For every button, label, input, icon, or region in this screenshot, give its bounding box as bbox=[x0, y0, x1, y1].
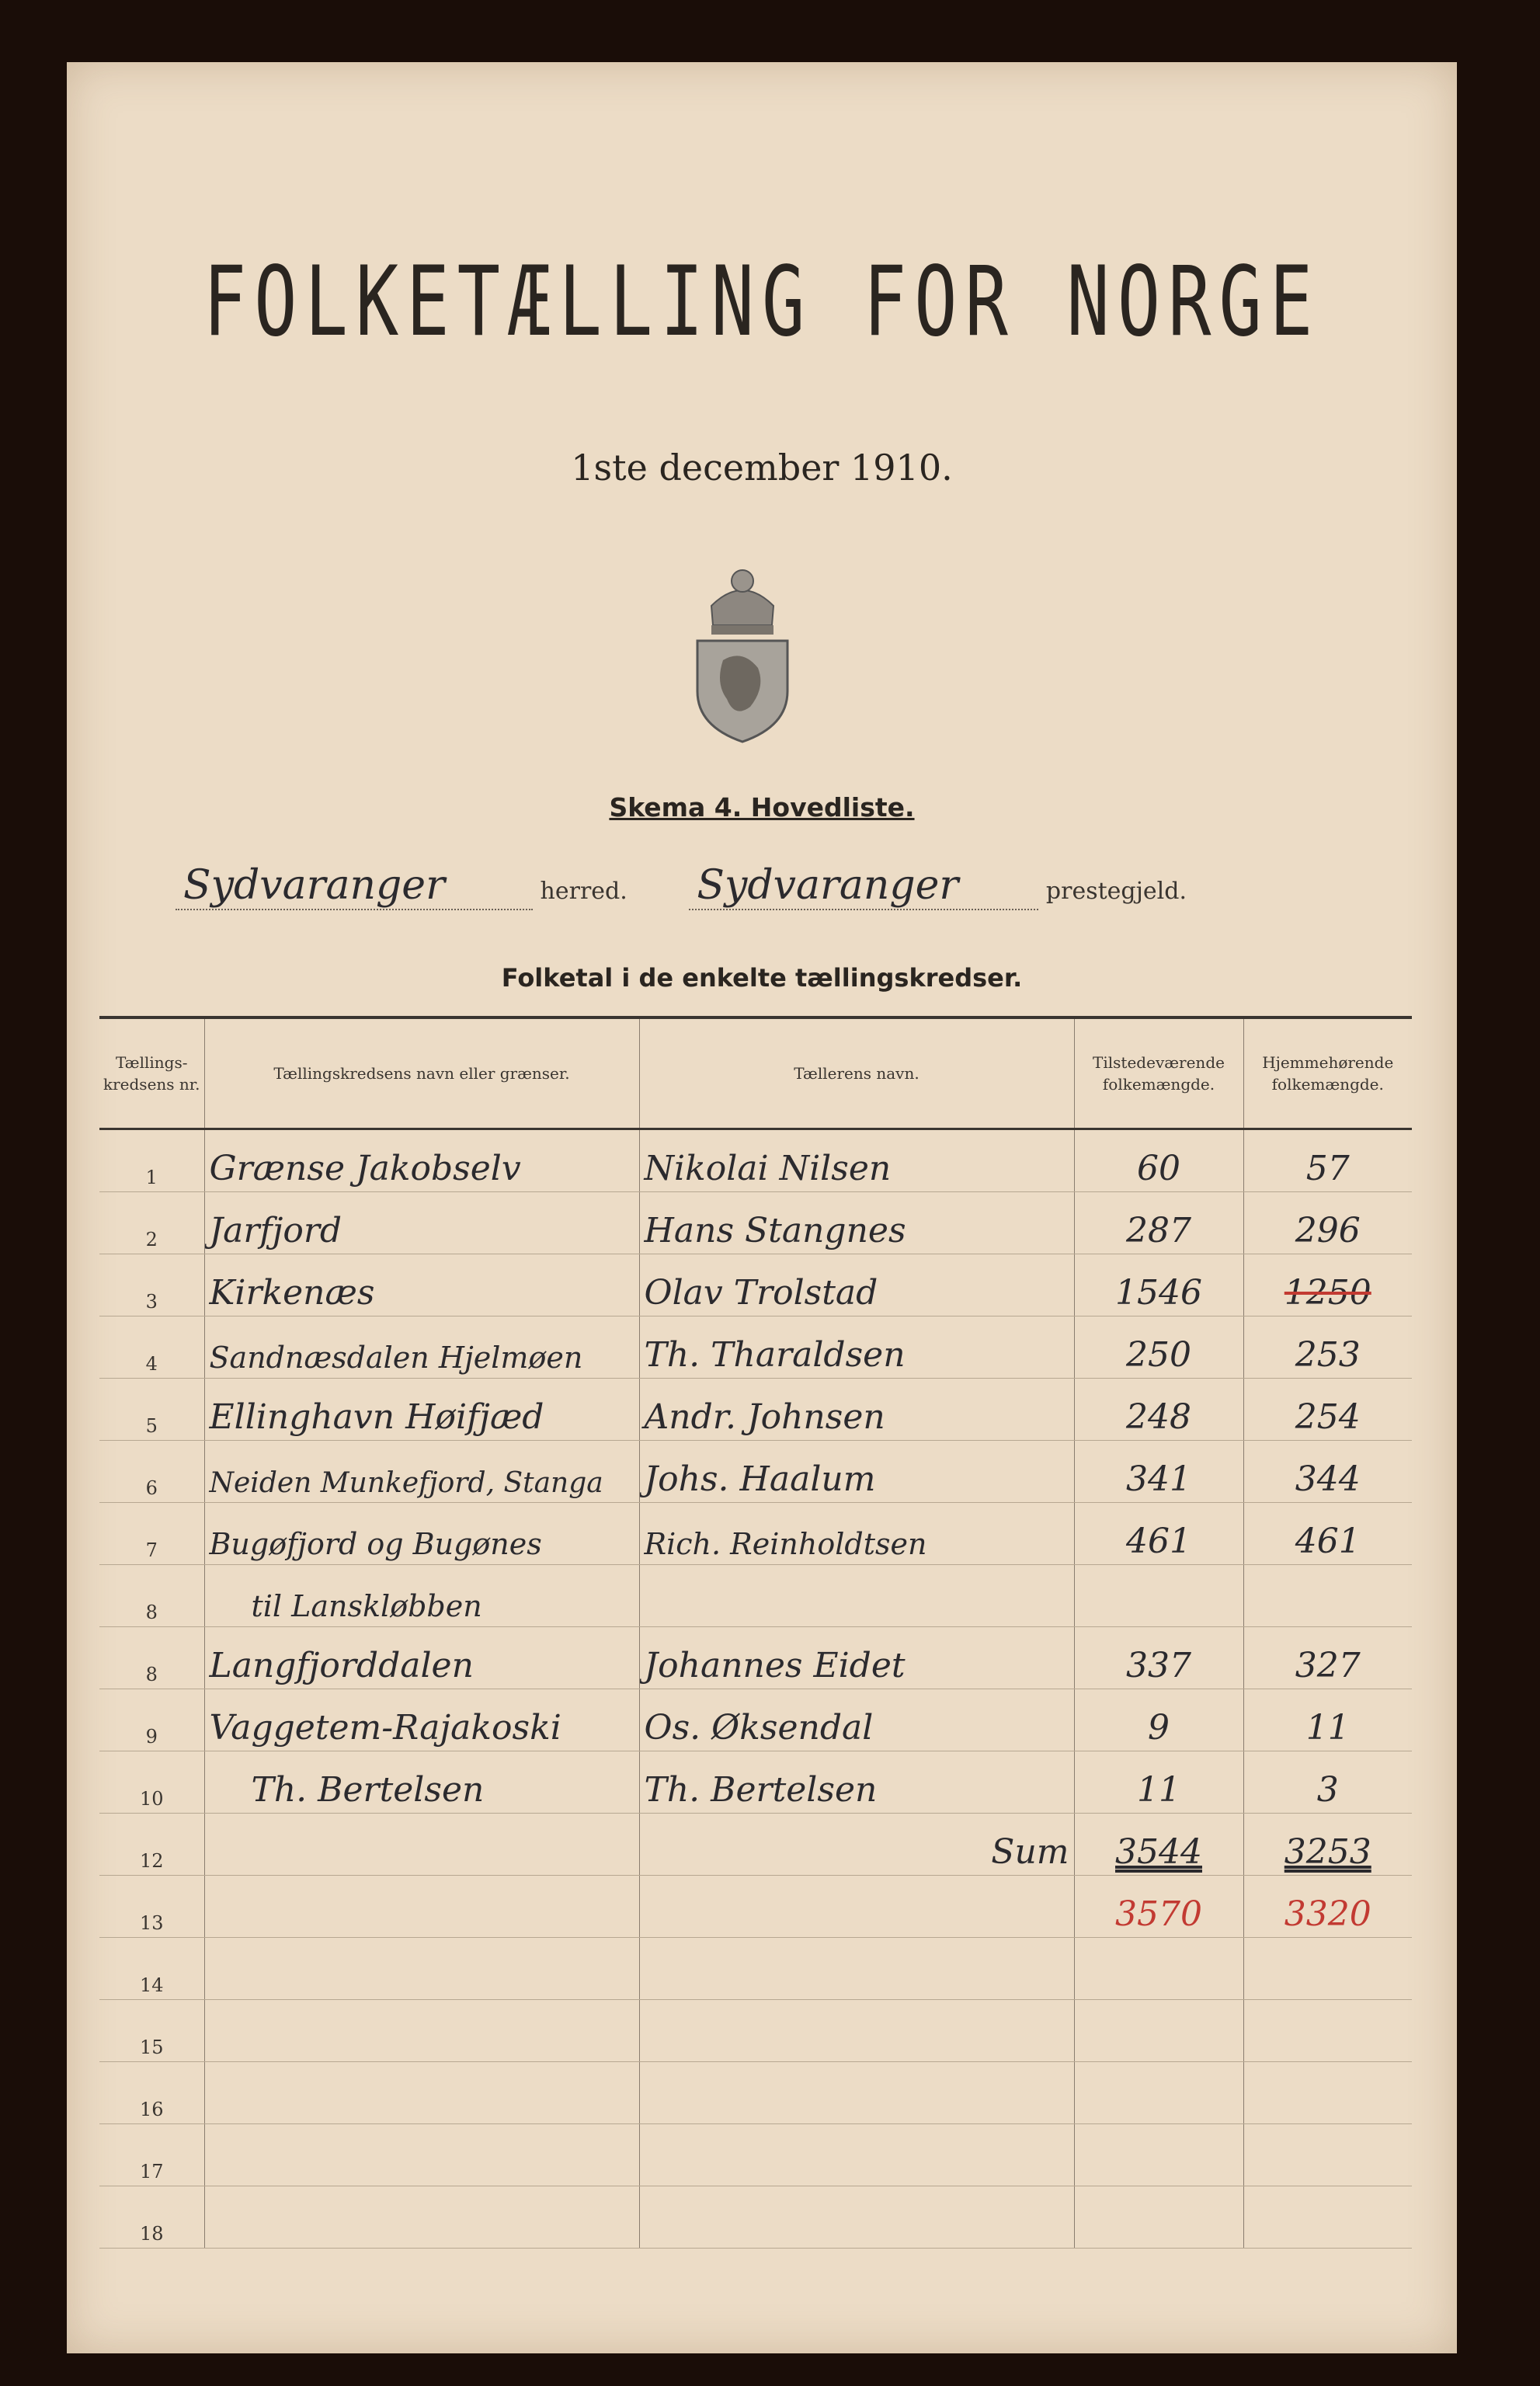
table-row bbox=[99, 2062, 1412, 2124]
row-resident: 461 bbox=[1243, 1503, 1412, 1565]
table-row bbox=[99, 1316, 1412, 1379]
row-counter bbox=[639, 1876, 1074, 1938]
table-row bbox=[99, 1129, 1412, 1192]
row-counter: Th. Bertelsen bbox=[639, 1751, 1074, 1814]
header-resident: Hjemmehørende folkemængde. bbox=[1243, 1017, 1412, 1129]
row-present: 250 bbox=[1074, 1316, 1243, 1379]
row-counter: Johannes Eidet bbox=[639, 1627, 1074, 1689]
row-name bbox=[204, 2186, 639, 2249]
row-resident bbox=[1243, 1938, 1412, 2000]
row-nr: 10 bbox=[99, 1751, 204, 1814]
row-resident bbox=[1243, 2124, 1412, 2186]
table-row bbox=[99, 1938, 1412, 2000]
row-present: 248 bbox=[1074, 1379, 1243, 1441]
prestegjeld-label: prestegjeld. bbox=[1045, 878, 1187, 905]
row-nr: 7 bbox=[99, 1503, 204, 1565]
table-row-sum bbox=[99, 1814, 1412, 1876]
row-nr: 1 bbox=[99, 1129, 204, 1192]
table-row bbox=[99, 1503, 1412, 1565]
norwegian-coat-of-arms-icon bbox=[680, 544, 805, 746]
table-row bbox=[99, 1441, 1412, 1503]
row-resident: 3 bbox=[1243, 1751, 1412, 1814]
row-name: Jarfjord bbox=[204, 1192, 639, 1254]
row-counter: Th. Tharaldsen bbox=[639, 1316, 1074, 1379]
row-nr: 5 bbox=[99, 1379, 204, 1441]
row-nr: 6 bbox=[99, 1441, 204, 1503]
row-name bbox=[204, 1814, 639, 1876]
row-resident bbox=[1243, 2186, 1412, 2249]
row-present bbox=[1074, 2186, 1243, 2249]
row-present bbox=[1074, 1565, 1243, 1627]
row-counter bbox=[639, 2062, 1074, 2124]
row-present: 9 bbox=[1074, 1689, 1243, 1751]
row-present: 1546 bbox=[1074, 1254, 1243, 1316]
row-nr: 13 bbox=[99, 1876, 204, 1938]
row-nr: 15 bbox=[99, 2000, 204, 2062]
row-nr: 18 bbox=[99, 2186, 204, 2249]
corrected-sum-resident: 3320 bbox=[1243, 1876, 1412, 1938]
row-counter bbox=[639, 2124, 1074, 2186]
prestegjeld-name: Sydvaranger bbox=[689, 862, 1038, 910]
table-row bbox=[99, 2186, 1412, 2249]
table-subtitle: Folketal i de enkelte tællingskredser. bbox=[501, 963, 1023, 993]
row-counter: Andr. Johnsen bbox=[639, 1379, 1074, 1441]
row-counter: Nikolai Nilsen bbox=[639, 1129, 1074, 1192]
row-present: 60 bbox=[1074, 1129, 1243, 1192]
row-resident: 327 bbox=[1243, 1627, 1412, 1689]
row-present bbox=[1074, 1938, 1243, 2000]
row-name bbox=[204, 1938, 639, 2000]
schema-heading: Skema 4. Hovedliste. bbox=[609, 792, 915, 823]
row-resident: 344 bbox=[1243, 1441, 1412, 1503]
row-present: 461 bbox=[1074, 1503, 1243, 1565]
table-row bbox=[99, 1689, 1412, 1751]
table-row bbox=[99, 2124, 1412, 2186]
row-resident: 11 bbox=[1243, 1689, 1412, 1751]
row-nr: 2 bbox=[99, 1192, 204, 1254]
row-counter: Rich. Reinholdtsen bbox=[639, 1503, 1074, 1565]
row-nr: 12 bbox=[99, 1814, 204, 1876]
row-name: Vaggetem-Rajakoski bbox=[204, 1689, 639, 1751]
row-counter bbox=[639, 2186, 1074, 2249]
herred-label: herred. bbox=[540, 878, 627, 905]
row-nr: 3 bbox=[99, 1254, 204, 1316]
table-row bbox=[99, 1627, 1412, 1689]
row-resident bbox=[1243, 1565, 1412, 1627]
table-row bbox=[99, 1751, 1412, 1814]
row-name: Langfjorddalen bbox=[204, 1627, 639, 1689]
form-date: 1ste december 1910. bbox=[571, 447, 953, 489]
table-row bbox=[99, 1192, 1412, 1254]
row-name bbox=[204, 2124, 639, 2186]
row-resident: 253 bbox=[1243, 1316, 1412, 1379]
row-nr: 17 bbox=[99, 2124, 204, 2186]
row-name: Grænse Jakobselv bbox=[204, 1129, 639, 1192]
table-row bbox=[99, 1379, 1412, 1441]
row-resident: 296 bbox=[1243, 1192, 1412, 1254]
herred-prestegjeld-line bbox=[176, 862, 1387, 910]
row-present: 11 bbox=[1074, 1751, 1243, 1814]
herred-name: Sydvaranger bbox=[176, 862, 533, 910]
table-header-row bbox=[99, 1017, 1412, 1129]
corrected-sum-present: 3570 bbox=[1074, 1876, 1243, 1938]
row-counter bbox=[639, 2000, 1074, 2062]
header-name: Tællingskredsens navn eller grænser. bbox=[204, 1017, 639, 1129]
row-resident: 1250 bbox=[1243, 1254, 1412, 1316]
form-title: FOLKETÆLLING FOR NORGE bbox=[203, 245, 1321, 358]
row-present: 287 bbox=[1074, 1192, 1243, 1254]
row-name bbox=[204, 2000, 639, 2062]
row-counter: Johs. Haalum bbox=[639, 1441, 1074, 1503]
row-nr: 16 bbox=[99, 2062, 204, 2124]
header-counter: Tællerens navn. bbox=[639, 1017, 1074, 1129]
row-name: Kirkenæs bbox=[204, 1254, 639, 1316]
row-counter: Os. Øksendal bbox=[639, 1689, 1074, 1751]
row-present bbox=[1074, 2062, 1243, 2124]
table-row-corrected-sum bbox=[99, 1876, 1412, 1938]
row-name: Th. Bertelsen bbox=[204, 1751, 639, 1814]
row-present: 337 bbox=[1074, 1627, 1243, 1689]
census-table bbox=[99, 1016, 1412, 2249]
row-resident bbox=[1243, 2062, 1412, 2124]
row-present bbox=[1074, 2000, 1243, 2062]
row-resident: 254 bbox=[1243, 1379, 1412, 1441]
row-counter: Hans Stangnes bbox=[639, 1192, 1074, 1254]
census-form-page bbox=[67, 62, 1457, 2353]
row-present bbox=[1074, 2124, 1243, 2186]
table-row bbox=[99, 2000, 1412, 2062]
row-name: til Lanskløbben bbox=[204, 1565, 639, 1627]
row-nr: 8 bbox=[99, 1627, 204, 1689]
row-nr: 8 bbox=[99, 1565, 204, 1627]
row-name: Ellinghavn Høifjæd bbox=[204, 1379, 639, 1441]
row-name: Sandnæsdalen Hjelmøen bbox=[204, 1316, 639, 1379]
row-counter: Olav Trolstad bbox=[639, 1254, 1074, 1316]
table-row bbox=[99, 1565, 1412, 1627]
row-nr: 4 bbox=[99, 1316, 204, 1379]
sum-resident: 3253 bbox=[1243, 1814, 1412, 1876]
row-counter bbox=[639, 1565, 1074, 1627]
sum-present: 3544 bbox=[1074, 1814, 1243, 1876]
row-name: Bugøfjord og Bugønes bbox=[204, 1503, 639, 1565]
row-resident bbox=[1243, 2000, 1412, 2062]
header-present: Tilstedeværende folkemængde. bbox=[1074, 1017, 1243, 1129]
header-nr: Tællings-kredsens nr. bbox=[99, 1017, 204, 1129]
row-nr: 9 bbox=[99, 1689, 204, 1751]
row-name bbox=[204, 1876, 639, 1938]
row-name bbox=[204, 2062, 639, 2124]
row-counter bbox=[639, 1938, 1074, 2000]
sum-label: Sum bbox=[639, 1814, 1074, 1876]
row-name: Neiden Munkefjord, Stanga bbox=[204, 1441, 639, 1503]
row-resident: 57 bbox=[1243, 1129, 1412, 1192]
table-row bbox=[99, 1254, 1412, 1316]
row-nr: 14 bbox=[99, 1938, 204, 2000]
row-present: 341 bbox=[1074, 1441, 1243, 1503]
